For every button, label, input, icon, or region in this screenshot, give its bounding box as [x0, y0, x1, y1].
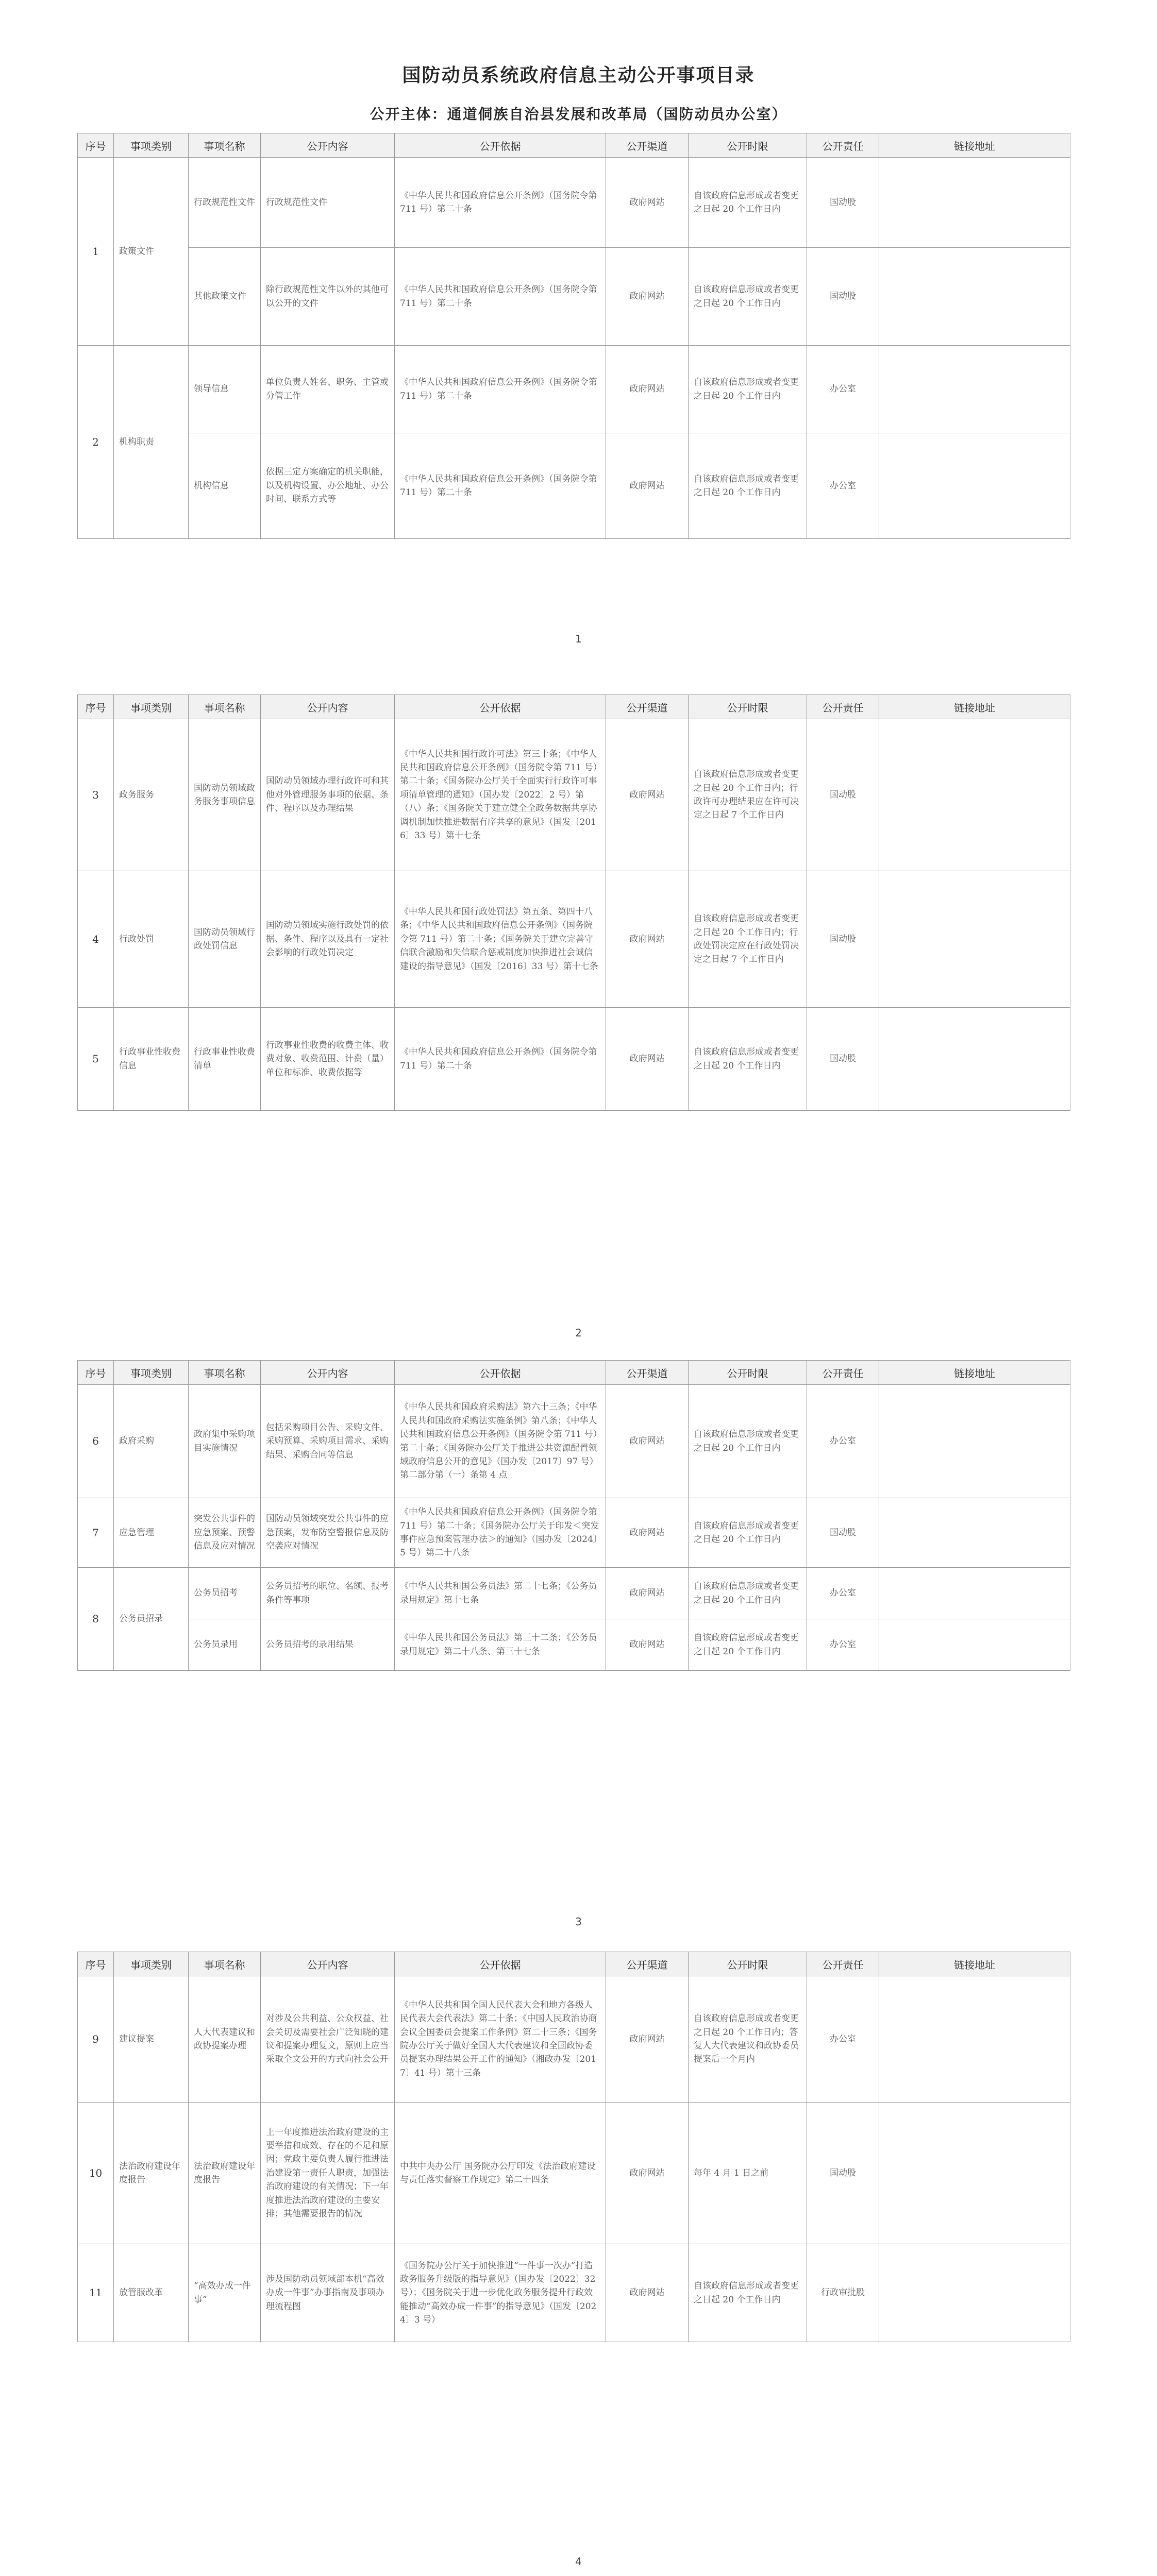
seq-cell: 11 [78, 2244, 114, 2342]
content-cell: 依据三定方案确定的机关职能，以及机构设置、办公地址、办公时间、联系方式等 [261, 433, 395, 539]
category-cell: 机构职责 [114, 346, 189, 539]
content-cell: 国防动员领域办理行政许可和其他对外管理服务事项的依据、条件、程序以及办理结果 [261, 719, 395, 871]
category-cell: 公务员招录 [114, 1568, 189, 1671]
channel-cell: 政府网站 [606, 433, 689, 539]
channel-cell: 政府网站 [606, 1008, 689, 1111]
content-cell: 国防动员领域突发公共事件的应急预案，发布防空警报信息及防空袭应对情况 [261, 1498, 395, 1568]
owner-cell: 国动股 [807, 871, 879, 1008]
owner-cell: 办公室 [807, 433, 879, 539]
page-number: 4 [575, 2555, 582, 2568]
deadline-cell: 自该政府信息形成或者变更之日起 20 个工作日内 [689, 1385, 807, 1498]
basis-cell: 《国务院办公厅关于加快推进“一件事一次办”打造政务服务升级版的指导意见》（国办发〔2022〕32 号）；《国务院关于进一步优化政务服务提升行政效能推动“高效办成一件事”的指导意见》（国发〔2024〕3 号） [395, 2244, 606, 2342]
header-basis: 公开依据 [395, 1952, 606, 1976]
deadline-cell: 自该政府信息形成或者变更之日起 20 个工作日内；行政处罚决定应在行政处罚决定之日起 7 个工作日内 [689, 871, 807, 1008]
link-cell[interactable] [879, 1568, 1070, 1619]
header-content: 公开内容 [261, 1361, 395, 1385]
header-link: 链接地址 [879, 1361, 1070, 1385]
header-link: 链接地址 [879, 695, 1070, 719]
catalog-page-4 [77, 1952, 1070, 2342]
deadline-cell: 自该政府信息形成或者变更之日起 20 个工作日内；行政许可办理结果应在许可决定之日起 7 个工作日内 [689, 719, 807, 871]
basis-cell: 中共中央办公厅 国务院办公厅印发《法治政府建设与责任落实督察工作规定》第二十四条 [395, 2103, 606, 2244]
deadline-cell: 自该政府信息形成或者变更之日起 20 个工作日内 [689, 1008, 807, 1111]
table-row [78, 871, 1070, 1008]
header-category: 事项类别 [114, 1361, 189, 1385]
basis-cell: 《中华人民共和国政府信息公开条例》（国务院令第 711 号）第二十条 [395, 248, 606, 346]
catalog-table [77, 694, 1070, 1111]
header-owner: 公开责任 [807, 1952, 879, 1976]
owner-cell: 国动股 [807, 1008, 879, 1111]
channel-cell: 政府网站 [606, 248, 689, 346]
header-item-name: 事项名称 [189, 695, 261, 719]
channel-cell: 政府网站 [606, 2244, 689, 2342]
channel-cell: 政府网站 [606, 1976, 689, 2103]
category-cell: 应急管理 [114, 1498, 189, 1568]
basis-cell: 《中华人民共和国公务员法》第三十二条；《公务员录用规定》第二十八条、第三十七条 [395, 1619, 606, 1671]
table-row [78, 1008, 1070, 1111]
header-seq: 序号 [78, 133, 114, 158]
content-cell: 公务员招考的职位、名额、报考条件等事项 [261, 1568, 395, 1619]
basis-cell: 《中华人民共和国行政处罚法》第五条、第四十八条；《中华人民共和国政府信息公开条例》（国务院令第 711 号）第二十条；《国务院关于建立完善守信联合激励和失信联合惩戒制度加快推进社会诚信建设的指导意见》（国发〔2016〕33 号）第十七条 [395, 871, 606, 1008]
header-content: 公开内容 [261, 1952, 395, 1976]
deadline-cell: 自该政府信息形成或者变更之日起 20 个工作日内 [689, 1498, 807, 1568]
catalog-page-3 [77, 1360, 1070, 1671]
seq-cell: 5 [78, 1008, 114, 1111]
table-row [78, 1385, 1070, 1498]
category-cell: 法治政府建设年度报告 [114, 2103, 189, 2244]
page-number: 2 [575, 1327, 582, 1339]
owner-cell: 办公室 [807, 1385, 879, 1498]
item-name-cell: 法治政府建设年度报告 [189, 2103, 261, 2244]
channel-cell: 政府网站 [606, 719, 689, 871]
item-name-cell: 政府集中采购项目实施情况 [189, 1385, 261, 1498]
content-cell: 行政规范性文件 [261, 158, 395, 248]
seq-cell: 6 [78, 1385, 114, 1498]
table-row [78, 719, 1070, 871]
link-cell[interactable] [879, 248, 1070, 346]
content-cell: 国防动员领域实施行政处罚的依据、条件、程序以及具有一定社会影响的行政处罚决定 [261, 871, 395, 1008]
deadline-cell: 自该政府信息形成或者变更之日起 20 个工作日内 [689, 158, 807, 248]
header-basis: 公开依据 [395, 1361, 606, 1385]
table-row [78, 433, 1070, 539]
channel-cell: 政府网站 [606, 1498, 689, 1568]
owner-cell: 办公室 [807, 1568, 879, 1619]
content-cell: 包括采购项目公告、采购文件、采购预算、采购项目需求、采购结果、采购合同等信息 [261, 1385, 395, 1498]
header-content: 公开内容 [261, 133, 395, 158]
header-channel: 公开渠道 [606, 1952, 689, 1976]
deadline-cell: 自该政府信息形成或者变更之日起 20 个工作日内 [689, 1568, 807, 1619]
deadline-cell: 自该政府信息形成或者变更之日起 20 个工作日内 [689, 248, 807, 346]
header-category: 事项类别 [114, 133, 189, 158]
table-header-row [78, 695, 1070, 719]
header-link: 链接地址 [879, 133, 1070, 158]
category-cell: 政府采购 [114, 1385, 189, 1498]
header-deadline: 公开时限 [689, 695, 807, 719]
table-row [78, 1498, 1070, 1568]
deadline-cell: 每年 4 月 1 日之前 [689, 2103, 807, 2244]
header-channel: 公开渠道 [606, 695, 689, 719]
header-deadline: 公开时限 [689, 133, 807, 158]
table-header-row [78, 1361, 1070, 1385]
seq-cell: 8 [78, 1568, 114, 1671]
catalog-table [77, 1952, 1070, 2342]
channel-cell: 政府网站 [606, 2103, 689, 2244]
page-number: 1 [575, 633, 582, 645]
link-cell[interactable] [879, 871, 1070, 1008]
seq-cell: 7 [78, 1498, 114, 1568]
catalog-page-1 [77, 133, 1070, 539]
seq-cell: 10 [78, 2103, 114, 2244]
table-header-row [78, 1952, 1070, 1976]
owner-cell: 国动股 [807, 2103, 879, 2244]
link-cell[interactable] [879, 158, 1070, 248]
header-basis: 公开依据 [395, 133, 606, 158]
link-cell[interactable] [879, 719, 1070, 871]
channel-cell: 政府网站 [606, 1385, 689, 1498]
header-basis: 公开依据 [395, 695, 606, 719]
content-cell: 对涉及公共利益、公众权益、社会关切及需要社会广泛知晓的建议和提案办理复文，原则上应当采取全文公开的方式向社会公开 [261, 1976, 395, 2103]
catalog-page-2 [77, 694, 1070, 1111]
item-name-cell: 突发公共事件的应急预案、预警信息及应对情况 [189, 1498, 261, 1568]
link-cell[interactable] [879, 2103, 1070, 2244]
item-name-cell: 领导信息 [189, 346, 261, 433]
table-row [78, 1976, 1070, 2103]
header-seq: 序号 [78, 1361, 114, 1385]
header-channel: 公开渠道 [606, 1361, 689, 1385]
deadline-cell: 自该政府信息形成或者变更之日起 20 个工作日内；答复人大代表建议和政协委员提案后一个月内 [689, 1976, 807, 2103]
content-cell: 涉及国防动员领域部本机“高效办成一件事”办事指南及事项办理流程图 [261, 2244, 395, 2342]
link-cell[interactable] [879, 433, 1070, 539]
basis-cell: 《中华人民共和国政府信息公开条例》（国务院令第 711 号）第二十条 [395, 433, 606, 539]
item-name-cell: 机构信息 [189, 433, 261, 539]
deadline-cell: 自该政府信息形成或者变更之日起 20 个工作日内 [689, 433, 807, 539]
header-category: 事项类别 [114, 695, 189, 719]
seq-cell: 9 [78, 1976, 114, 2103]
content-cell: 公务员招考的录用结果 [261, 1619, 395, 1671]
header-link: 链接地址 [879, 1952, 1070, 1976]
category-cell: 放管服改革 [114, 2244, 189, 2342]
table-row [78, 1568, 1070, 1619]
header-item-name: 事项名称 [189, 1952, 261, 1976]
header-seq: 序号 [78, 1952, 114, 1976]
owner-cell: 国动股 [807, 158, 879, 248]
category-cell: 行政事业性收费信息 [114, 1008, 189, 1111]
table-row [78, 346, 1070, 433]
owner-cell: 行政审批股 [807, 2244, 879, 2342]
table-row [78, 2244, 1070, 2342]
basis-cell: 《中华人民共和国全国人民代表大会和地方各级人民代表大会代表法》第二十条；《中国人民政治协商会议全国委员会提案工作条例》第二十三条；《国务院办公厅关于做好全国人大代表建议和全国政协委员提案办理结果公开工作的通知》（湘政办发〔2017〕41 号）第十三条 [395, 1976, 606, 2103]
item-name-cell: 公务员录用 [189, 1619, 261, 1671]
category-cell: 行政处罚 [114, 871, 189, 1008]
channel-cell: 政府网站 [606, 158, 689, 248]
content-cell: 上一年度推进法治政府建设的主要举措和成效、存在的不足和原因；党政主要负责人履行推进法治建设第一责任人职责，加强法治政府建设的有关情况；下一年度推进法治政府建设的主要安排；其他需要报告的情况 [261, 2103, 395, 2244]
seq-cell: 3 [78, 719, 114, 871]
item-name-cell: 公务员招考 [189, 1568, 261, 1619]
header-content: 公开内容 [261, 695, 395, 719]
link-cell[interactable] [879, 1976, 1070, 2103]
category-cell: 政策文件 [114, 158, 189, 346]
table-header-row [78, 133, 1070, 158]
basis-cell: 《中华人民共和国政府信息公开条例》（国务院令第 711 号）第二十条 [395, 1008, 606, 1111]
table-row [78, 2103, 1070, 2244]
basis-cell: 《中华人民共和国政府信息公开条例》（国务院令第 711 号）第二十条 [395, 346, 606, 433]
link-cell[interactable] [879, 1008, 1070, 1111]
content-cell: 单位负责人姓名、职务、主管或分管工作 [261, 346, 395, 433]
item-name-cell: 行政规范性文件 [189, 158, 261, 248]
item-name-cell: 国防动员领域行政处罚信息 [189, 871, 261, 1008]
link-cell[interactable] [879, 346, 1070, 433]
owner-cell: 办公室 [807, 346, 879, 433]
content-cell: 行政事业性收费的收费主体、收费对象、收费范围、计费（量）单位和标准、收费依据等 [261, 1008, 395, 1111]
item-name-cell: 其他政策文件 [189, 248, 261, 346]
header-category: 事项类别 [114, 1952, 189, 1976]
item-name-cell: 人大代表建议和政协提案办理 [189, 1976, 261, 2103]
seq-cell: 1 [78, 158, 114, 346]
link-cell[interactable] [879, 1385, 1070, 1498]
owner-cell: 国动股 [807, 719, 879, 871]
header-item-name: 事项名称 [189, 1361, 261, 1385]
header-owner: 公开责任 [807, 695, 879, 719]
header-deadline: 公开时限 [689, 1952, 807, 1976]
item-name-cell: 行政事业性收费清单 [189, 1008, 261, 1111]
page-number: 3 [575, 1916, 582, 1928]
basis-cell: 《中华人民共和国行政许可法》第三十条；《中华人民共和国政府信息公开条例》（国务院令第 711 号）第二十条；《国务院办公厅关于全面实行行政许可事项清单管理的通知》（国办发〔2022〕2 号）第（八）条；《国务院关于建立健全全政务数据共享协调机制加快推进数据有序共享的意见》（国发〔2016〕33 号）第十七条 [395, 719, 606, 871]
owner-cell: 办公室 [807, 1976, 879, 2103]
channel-cell: 政府网站 [606, 871, 689, 1008]
basis-cell: 《中华人民共和国政府采购法》第六十三条；《中华人民共和国政府采购法实施条例》第八条；《中华人民共和国政府信息公开条例》（国务院令第 711 号）第二十条；《国务院办公厅关于推进公共资源配置领域政府信息公开的意见》（国办发〔2017〕97 号）第二部分第（一）条第 4 点 [395, 1385, 606, 1498]
header-item-name: 事项名称 [189, 133, 261, 158]
owner-cell: 办公室 [807, 1619, 879, 1671]
header-seq: 序号 [78, 695, 114, 719]
seq-cell: 4 [78, 871, 114, 1008]
deadline-cell: 自该政府信息形成或者变更之日起 20 个工作日内 [689, 346, 807, 433]
link-cell[interactable] [879, 1498, 1070, 1568]
header-owner: 公开责任 [807, 1361, 879, 1385]
publishing-subject: 公开主体：通道侗族自治县发展和改革局（国防动员办公室） [370, 106, 787, 123]
content-cell: 除行政规范性文件以外的其他可以公开的文件 [261, 248, 395, 346]
owner-cell: 国动股 [807, 1498, 879, 1568]
basis-cell: 《中华人民共和国政府信息公开条例》（国务院令第 711 号）第二十条 [395, 158, 606, 248]
header-deadline: 公开时限 [689, 1361, 807, 1385]
deadline-cell: 自该政府信息形成或者变更之日起 20 个工作日内 [689, 2244, 807, 2342]
owner-cell: 国动股 [807, 248, 879, 346]
header-owner: 公开责任 [807, 133, 879, 158]
link-cell[interactable] [879, 1619, 1070, 1671]
table-row [78, 158, 1070, 248]
seq-cell: 2 [78, 346, 114, 539]
category-cell: 政务服务 [114, 719, 189, 871]
catalog-table [77, 1360, 1070, 1671]
basis-cell: 《中华人民共和国政府信息公开条例》（国务院令第 711 号）第二十条；《国务院办公厅关于印发＜突发事件应急预案管理办法＞的通知》（国办发〔2024〕5 号）第二十八条 [395, 1498, 606, 1568]
table-row [78, 1619, 1070, 1671]
channel-cell: 政府网站 [606, 346, 689, 433]
deadline-cell: 自该政府信息形成或者变更之日起 20 个工作日内 [689, 1619, 807, 1671]
page-title: 国防动员系统政府信息主动公开事项目录 [402, 64, 755, 86]
item-name-cell: “高效办成一件事” [189, 2244, 261, 2342]
table-row [78, 248, 1070, 346]
channel-cell: 政府网站 [606, 1619, 689, 1671]
channel-cell: 政府网站 [606, 1568, 689, 1619]
header-channel: 公开渠道 [606, 133, 689, 158]
link-cell[interactable] [879, 2244, 1070, 2342]
item-name-cell: 国防动员领域政务服务事项信息 [189, 719, 261, 871]
catalog-table [77, 133, 1070, 539]
basis-cell: 《中华人民共和国公务员法》第二十七条；《公务员录用规定》第十七条 [395, 1568, 606, 1619]
category-cell: 建议提案 [114, 1976, 189, 2103]
